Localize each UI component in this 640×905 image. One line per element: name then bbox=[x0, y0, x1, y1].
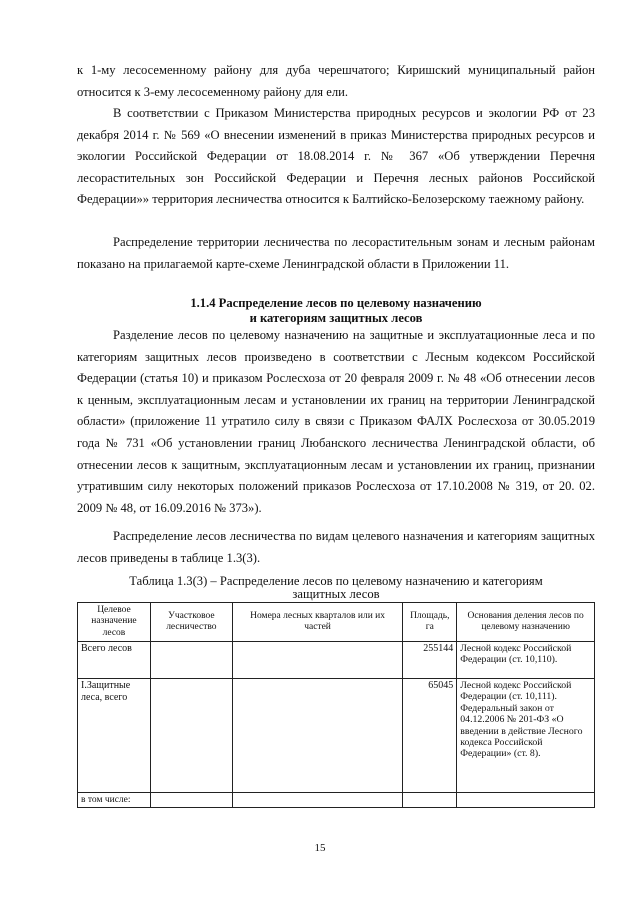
cell-basis bbox=[457, 793, 595, 808]
cell-basis: Лесной кодекс Российской Федерации (ст. 10,111). Федеральный закон от 04.12.2006 № 201-ФЗ «О введении в действие Лесного кодекса Российской Федерации» (ст. 8). bbox=[457, 679, 595, 793]
cell-area bbox=[403, 793, 457, 808]
page-number: 15 bbox=[314, 842, 326, 854]
table-caption-line-2: защитных лесов bbox=[292, 587, 380, 601]
paragraph-map-reference: Распределение территории лесничества по лесорастительным зонам и лесным районам показано на прилагаемой карте-схеме Ленинградской области в Приложении 11. bbox=[77, 235, 595, 271]
cell-quarters bbox=[232, 642, 402, 679]
cell-quarters bbox=[232, 793, 402, 808]
paragraph-seed-districts: к 1-му лесосеменному району для дуба черешчатого; Киришский муниципальный район относится к 3-ему лесосеменному району для ели. bbox=[77, 63, 595, 99]
cell-purpose: Всего лесов bbox=[78, 642, 151, 679]
cell-district bbox=[150, 793, 232, 808]
section-heading bbox=[77, 296, 595, 325]
paragraph-forest-division: Разделение лесов по целевому назначению на защитные и эксплуатационные леса и по категориям защитных лесов произведено в соответствии с Лесным кодексом Российской Федерации (статья 10) и приказом Рослесхоза от 20 февраля 2009 г. № 48 «Об отнесении лесов к ценным, эксплуатационным лесам и установлении их границ на территории Ленинградской области» (приложение 11 утратило силу в связи с Приказом ФАЛХ Рослесхоза от 30.05.2019 года № 731 «Об установлении границ Любанского лесничества Ленинградской области, об отнесении лесов к защитным, эксплуатационным лесам и установлении их границ, признании утратившим силу некоторых положений приказов Рослесхоза от 17.10.2008 № 319, от 20. 02. 2009 № 48, от 16.09.2016 № 373»). bbox=[77, 328, 595, 515]
table-row bbox=[78, 793, 595, 808]
section-heading-line-2: и категориям защитных лесов bbox=[249, 310, 423, 325]
table-row bbox=[78, 679, 595, 793]
cell-area: 255144 bbox=[403, 642, 457, 679]
header-purpose: Целевое назначение лесов bbox=[78, 603, 151, 642]
section-heading-line-1: 1.1.4 Распределение лесов по целевому назначению bbox=[190, 296, 482, 310]
header-area: Площадь, га bbox=[403, 603, 457, 642]
cell-purpose: I.Защитные леса, всего bbox=[78, 679, 151, 793]
table-caption-line-1: Таблица 1.3(3) – Распределение лесов по целевому назначению и категориям bbox=[129, 574, 543, 588]
cell-purpose: в том числе: bbox=[78, 793, 151, 808]
table-row bbox=[78, 642, 595, 679]
cell-district bbox=[150, 642, 232, 679]
paragraph-table-reference: Распределение лесов лесничества по видам целевого назначения и категориям защитных лесов приведены в таблице 1.3(3). bbox=[77, 529, 595, 565]
header-district: Участковое лесничество bbox=[150, 603, 232, 642]
cell-district bbox=[150, 679, 232, 793]
paragraph-ministry-order: В соответствии с Приказом Министерства природных ресурсов и экологии РФ от 23 декабря 2014 г. № 569 «О внесении изменений в приказ Министерства природных ресурсов и экологии Российской Федерации от 18.08.2014 г. № 367 «Об утверждении Перечня лесорастительных зон Российской Федерации и Перечня лесных районов Российской Федерации»» территория лесничества относится к Балтийско-Белозерскому таежному району. bbox=[77, 106, 595, 207]
forest-distribution-table bbox=[77, 602, 595, 808]
cell-area: 65045 bbox=[403, 679, 457, 793]
header-basis: Основания деления лесов по целевому назначению bbox=[457, 603, 595, 642]
cell-quarters bbox=[232, 679, 402, 793]
table-caption bbox=[77, 575, 595, 601]
header-quarters: Номера лесных кварталов или их частей bbox=[232, 603, 402, 642]
cell-basis: Лесной кодекс Российской Федерации (ст. 10,110). bbox=[457, 642, 595, 679]
table-header-row bbox=[78, 603, 595, 642]
